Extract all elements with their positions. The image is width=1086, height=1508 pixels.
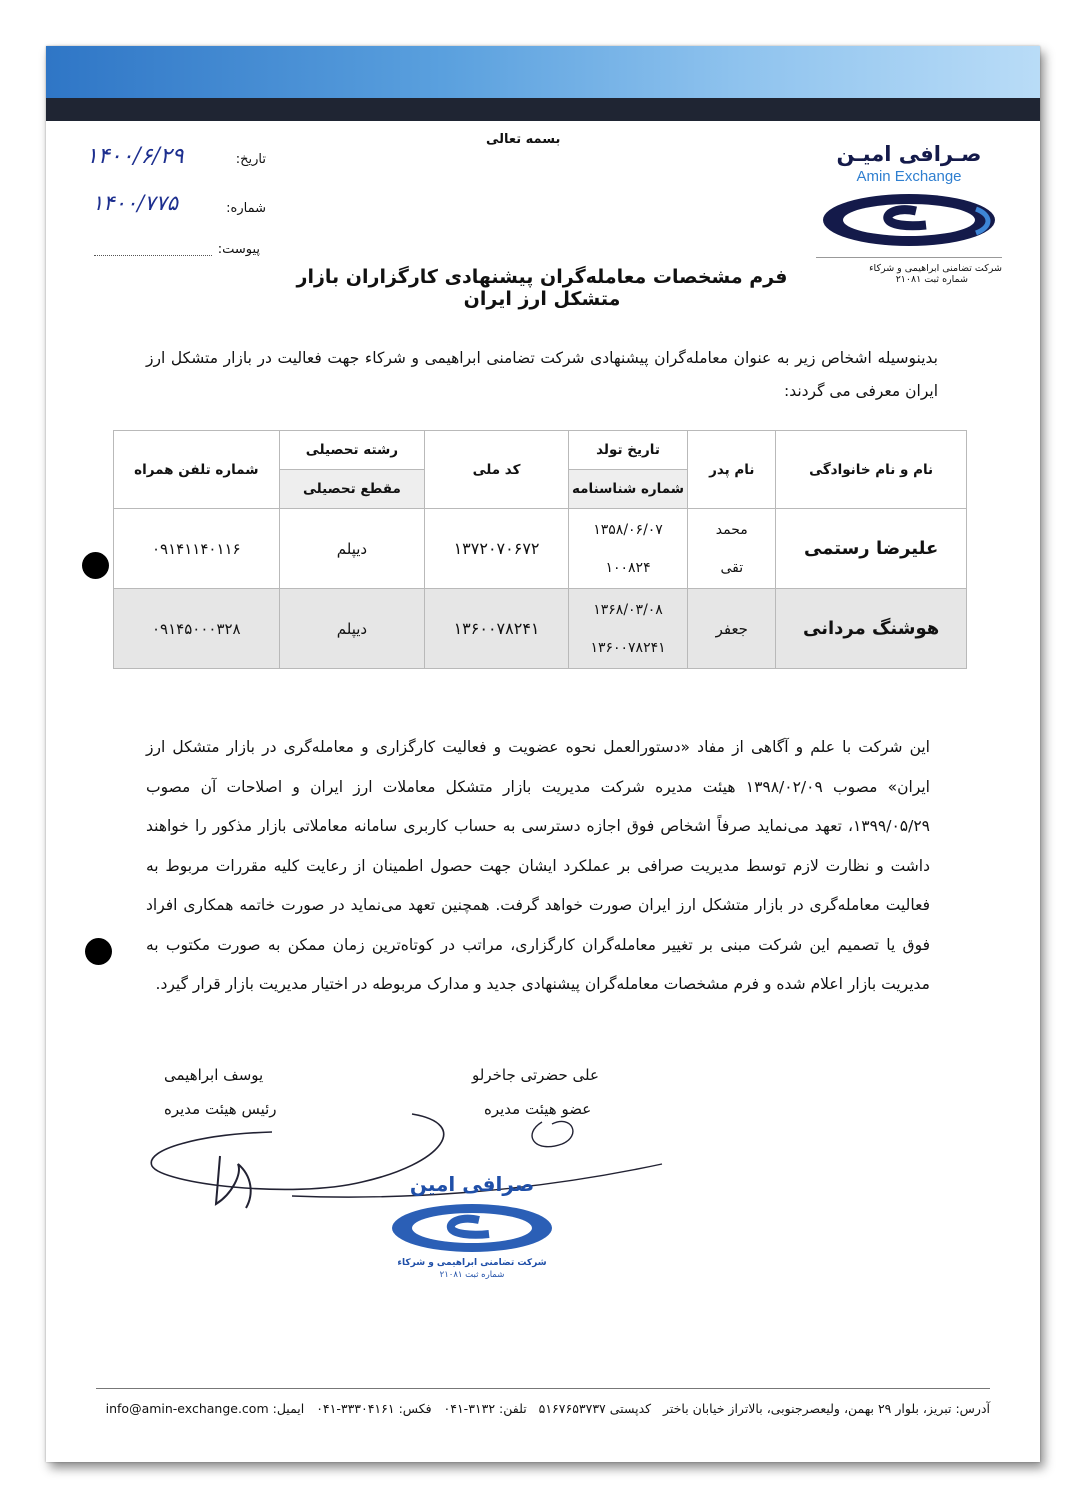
col-header-name: نام و نام خانوادگی — [776, 431, 967, 509]
punch-hole — [82, 552, 109, 579]
punch-hole — [85, 938, 112, 965]
document-title: فرم مشخصات معامله‌گران پیشنهادی کارگزاران بازار متشکل ارز ایران — [296, 266, 788, 310]
cell-birth-date: ۱۳۶۸/۰۳/۰۸ — [593, 601, 663, 618]
date-row — [86, 144, 266, 168]
col-header-birth-date: تاریخ تولد — [568, 431, 687, 470]
cell-name: علیرضا رستمی — [776, 509, 967, 589]
cell-id-number: ۱۰۰۸۲۴ — [605, 559, 651, 576]
logo-mark-icon — [816, 189, 1002, 251]
table-header-row — [114, 431, 967, 470]
logo-registration: شماره ثبت ۲۱۰۸۱ — [895, 274, 968, 285]
footer-fax-label: فکس: — [398, 1401, 432, 1416]
stamp-company: شرکت تضامنی ابراهیمی و شرکاء — [397, 1258, 547, 1268]
logo-block — [816, 142, 1002, 285]
attachment-label: پیوست: — [217, 242, 260, 257]
cell-father: محمد تقی — [715, 521, 748, 576]
number-label: شماره: — [226, 201, 266, 216]
number-row — [86, 191, 266, 215]
logo-company: شرکت تضامنی ابراهیمی و شرکاء — [869, 263, 1002, 274]
footer-postal: ۵۱۶۷۶۵۳۷۳۷ — [538, 1401, 606, 1416]
logo-name-en: Amin Exchange — [856, 168, 962, 185]
cell-degree: دیپلم — [279, 589, 425, 669]
table-row — [114, 509, 967, 589]
stamp-logo-icon — [387, 1200, 557, 1256]
traders-table — [113, 430, 967, 669]
col-header-id-number: شماره شناسنامه — [568, 470, 687, 509]
company-stamp — [384, 1172, 560, 1280]
date-value: ۱۴۰۰/۶/۲۹ — [86, 144, 184, 169]
footer-phone: ۳۱۳۲-۰۴۱ — [443, 1401, 496, 1416]
footer-fax: ۳۳۳۰۴۱۶۱-۰۴۱ — [316, 1401, 395, 1416]
cell-name: هوشنگ مردانی — [776, 589, 967, 669]
stamp-name: صرافی امین — [409, 1172, 535, 1196]
logo-name-fa: صـرافی امیـن — [836, 142, 982, 166]
footer-divider — [96, 1388, 990, 1389]
footer-address: تبریز، بلوار ۲۹ بهمن، ولیعصرجنوبی، بالاتراز خیابان باختر — [663, 1401, 952, 1416]
signer-left-title: رئیس هیئت مدیره — [164, 1100, 277, 1118]
bismillah: بسمه تعالی — [486, 132, 561, 147]
header-gradient-band — [46, 46, 1040, 98]
signer-right-title: عضو هیئت مدیره — [484, 1100, 592, 1118]
cell-mobile: ۰۹۱۴۱۱۴۰۱۱۶ — [114, 509, 280, 589]
attachment-dotted-line — [94, 255, 212, 256]
footer-email-label: ایمیل: — [272, 1401, 305, 1416]
cell-father: جعفر — [688, 589, 776, 669]
col-header-mobile: شماره تلفن همراه — [114, 431, 280, 509]
signer-right-name: علی حضرتی جاخرلو — [472, 1066, 599, 1084]
cell-degree: دیپلم — [279, 509, 425, 589]
footer-phone-label: تلفن: — [499, 1401, 527, 1416]
body-paragraph: این شرکت با علم و آگاهی از مفاد «دستورالعمل نحوه عضویت و فعالیت کارگزاری و معامله‌گری در بازار متشکل ارز ایران» مصوب ۱۳۹۸/۰۲/۰۹ هیئت مدیره شرکت مدیریت بازار متشکل معاملات ارز ایران و اصلاحات آن مصوب ۱۳۹۹/۰۵/۲۹، تعهد می‌نماید صرفاً اشخاص فوق اجازه دسترسی به حساب کاربری سامانه معاملاتی بازار مذکور را خواهند داشت و نظارت لازم توسط مدیریت صرافی بر عملکرد ایشان جهت حصول اطمینان از رعایت کلیه مقررات مربوط به فعالیت معامله‌گری در بازار متشکل ارز ایران صورت خواهد گرفت. همچنین تعهد می‌نماید در صورت خاتمه همکاری افراد فوق یا تصمیم این شرکت مبنی بر تغییر معامله‌گران کارگزاری، مراتب در کوتاه‌ترین زمان ممکن به صورت مکتوب به مدیریت بازار اعلام شده و فرم مشخصات معامله‌گران پیشنهادی جدید و مدارک مربوطه در اختیار مدیریت بازار قرار گیرد. — [146, 738, 930, 993]
col-header-field: رشته تحصیلی — [279, 431, 425, 470]
header-dark-band — [46, 98, 1040, 121]
footer-postal-label: کدپستی — [609, 1401, 652, 1416]
attachment-row — [94, 242, 260, 262]
intro-paragraph: بدینوسیله اشخاص زیر به عنوان معامله‌گران پیشنهادی شرکت تضامنی ابراهیمی و شرکاء جهت فعالیت در بازار متشکل ارز ایران معرفی می گردند: — [146, 349, 938, 400]
col-header-father: نام پدر — [688, 431, 776, 509]
col-header-degree: مقطع تحصیلی — [279, 470, 425, 509]
cell-id-number: ۱۳۶۰۰۷۸۲۴۱ — [590, 639, 666, 656]
footer-email[interactable]: info@amin-exchange.com — [105, 1401, 269, 1416]
signer-left-name: یوسف ابراهیمی — [164, 1066, 264, 1084]
cell-birth-date: ۱۳۵۸/۰۶/۰۷ — [593, 521, 663, 538]
table-row — [114, 589, 967, 669]
col-header-national-code: کد ملی — [425, 431, 569, 509]
cell-national-code: ۱۳۷۲۰۷۰۶۷۲ — [425, 509, 569, 589]
footer-contact — [96, 1401, 990, 1416]
cell-national-code: ۱۳۶۰۰۷۸۲۴۱ — [425, 589, 569, 669]
number-value: ۱۴۰۰/۷۷۵ — [92, 191, 179, 215]
stamp-registration: شماره ثبت ۲۱۰۸۱ — [439, 1270, 505, 1280]
date-label: تاریخ: — [235, 152, 266, 167]
footer-address-label: آدرس: — [955, 1401, 990, 1416]
document-page — [46, 46, 1040, 1462]
cell-mobile: ۰۹۱۴۵۰۰۰۳۲۸ — [114, 589, 280, 669]
